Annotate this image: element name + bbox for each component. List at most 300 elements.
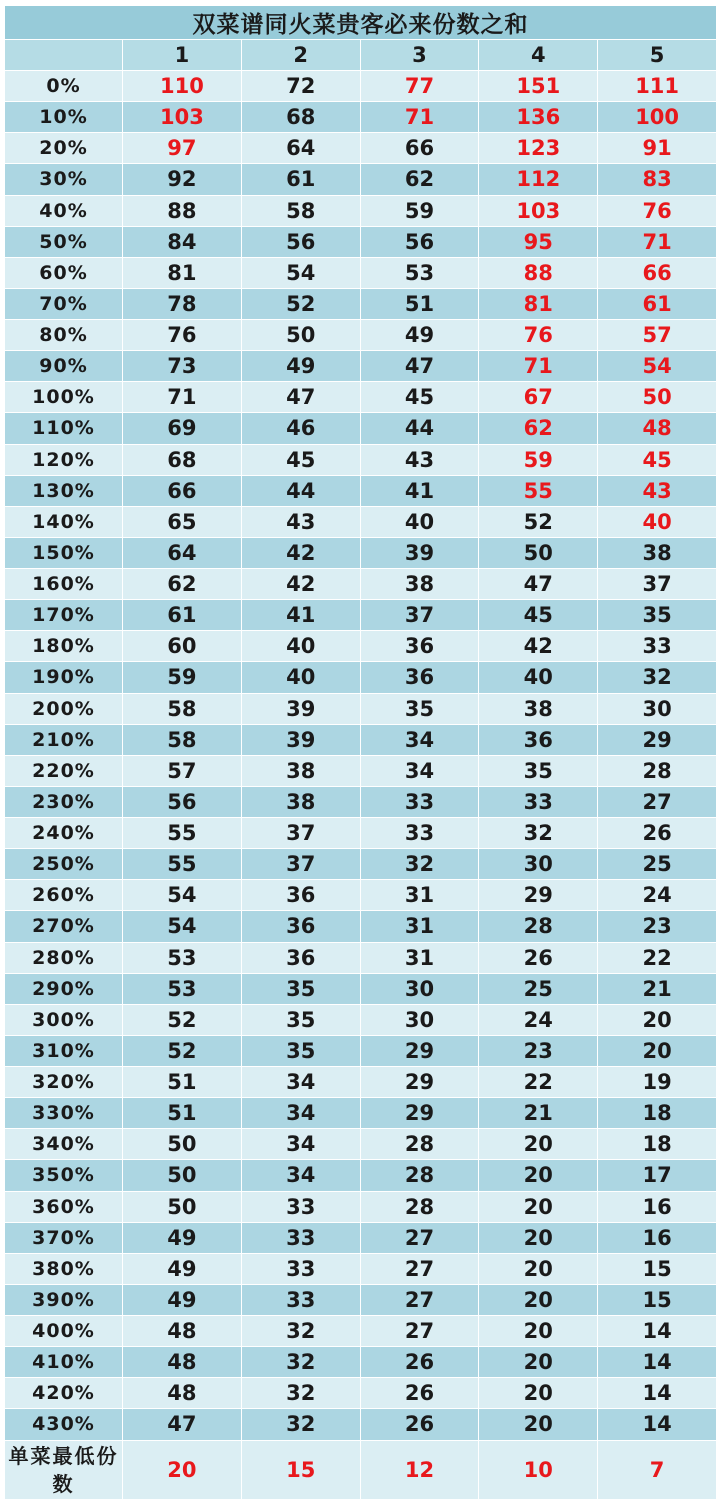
table-cell: 32 — [241, 1316, 360, 1347]
table-cell: 24 — [479, 1004, 598, 1035]
table-cell: 67 — [479, 382, 598, 413]
table-cell: 92 — [123, 164, 242, 195]
table-cell: 39 — [241, 693, 360, 724]
table-row — [5, 506, 717, 537]
table-cell: 32 — [241, 1378, 360, 1409]
table-cell: 19 — [598, 1067, 717, 1098]
table-cell: 26 — [360, 1347, 479, 1378]
table-row — [5, 1316, 717, 1347]
table-cell: 30 — [479, 849, 598, 880]
table-cell: 39 — [360, 537, 479, 568]
table-cell: 50 — [123, 1191, 242, 1222]
table-cell: 51 — [360, 288, 479, 319]
table-cell: 27 — [360, 1284, 479, 1315]
table-cell: 78 — [123, 288, 242, 319]
footer-cell: 12 — [360, 1440, 479, 1499]
table-cell: 36 — [241, 880, 360, 911]
table-cell: 58 — [123, 693, 242, 724]
table-cell: 45 — [598, 444, 717, 475]
table-cell: 26 — [479, 942, 598, 973]
table-cell: 38 — [598, 537, 717, 568]
table-cell: 29 — [479, 880, 598, 911]
row-label: 50% — [5, 226, 123, 257]
table-cell: 35 — [360, 693, 479, 724]
table-row — [5, 475, 717, 506]
table-cell: 21 — [598, 973, 717, 1004]
table-cell: 76 — [123, 320, 242, 351]
footer-cell: 20 — [123, 1440, 242, 1499]
table-cell: 42 — [479, 631, 598, 662]
table-cell: 28 — [598, 755, 717, 786]
row-label: 190% — [5, 662, 123, 693]
table-cell: 45 — [479, 600, 598, 631]
table-cell: 21 — [479, 1098, 598, 1129]
row-label: 420% — [5, 1378, 123, 1409]
table-row — [5, 164, 717, 195]
table-cell: 20 — [479, 1222, 598, 1253]
table-cell: 47 — [479, 569, 598, 600]
table-row — [5, 102, 717, 133]
table-cell: 60 — [123, 631, 242, 662]
table-row — [5, 1035, 717, 1066]
row-label: 340% — [5, 1129, 123, 1160]
table-cell: 42 — [241, 537, 360, 568]
table-cell: 20 — [598, 1035, 717, 1066]
row-label: 380% — [5, 1253, 123, 1284]
row-label: 300% — [5, 1004, 123, 1035]
table-cell: 95 — [479, 226, 598, 257]
table-cell: 26 — [360, 1409, 479, 1440]
row-label: 180% — [5, 631, 123, 662]
footer-cell: 7 — [598, 1440, 717, 1499]
table-cell: 71 — [123, 382, 242, 413]
table-cell: 83 — [598, 164, 717, 195]
row-label: 170% — [5, 600, 123, 631]
table-cell: 88 — [479, 257, 598, 288]
table-cell: 27 — [360, 1316, 479, 1347]
row-label: 290% — [5, 973, 123, 1004]
table-cell: 72 — [241, 71, 360, 102]
table-cell: 52 — [123, 1004, 242, 1035]
row-label: 10% — [5, 102, 123, 133]
table-cell: 61 — [598, 288, 717, 319]
table-row — [5, 600, 717, 631]
table-cell: 50 — [241, 320, 360, 351]
table-cell: 34 — [241, 1067, 360, 1098]
table-cell: 48 — [123, 1347, 242, 1378]
table-cell: 46 — [241, 413, 360, 444]
table-cell: 97 — [123, 133, 242, 164]
table-cell: 40 — [241, 631, 360, 662]
row-label: 280% — [5, 942, 123, 973]
table-cell: 52 — [241, 288, 360, 319]
table-cell: 22 — [479, 1067, 598, 1098]
table-cell: 33 — [241, 1253, 360, 1284]
row-label: 20% — [5, 133, 123, 164]
table-row — [5, 133, 717, 164]
table-cell: 20 — [479, 1253, 598, 1284]
table-cell: 43 — [241, 506, 360, 537]
row-label: 240% — [5, 818, 123, 849]
table-cell: 36 — [241, 942, 360, 973]
table-cell: 33 — [479, 786, 598, 817]
table-cell: 45 — [241, 444, 360, 475]
table-cell: 52 — [479, 506, 598, 537]
table-cell: 51 — [123, 1098, 242, 1129]
table-cell: 55 — [123, 818, 242, 849]
table-cell: 34 — [241, 1129, 360, 1160]
table-cell: 36 — [360, 662, 479, 693]
row-label: 390% — [5, 1284, 123, 1315]
table-cell: 71 — [598, 226, 717, 257]
table-row — [5, 195, 717, 226]
table-cell: 28 — [479, 911, 598, 942]
table-cell: 51 — [123, 1067, 242, 1098]
table-cell: 27 — [598, 786, 717, 817]
table-cell: 71 — [360, 102, 479, 133]
table-cell: 103 — [123, 102, 242, 133]
table-cell: 50 — [598, 382, 717, 413]
table-cell: 33 — [241, 1222, 360, 1253]
table-cell: 54 — [123, 911, 242, 942]
table-cell: 110 — [123, 71, 242, 102]
row-label: 360% — [5, 1191, 123, 1222]
table-cell: 31 — [360, 911, 479, 942]
table-cell: 47 — [241, 382, 360, 413]
table-cell: 76 — [479, 320, 598, 351]
table-cell: 37 — [241, 849, 360, 880]
table-cell: 27 — [360, 1222, 479, 1253]
table-row — [5, 1129, 717, 1160]
table-cell: 14 — [598, 1378, 717, 1409]
table-row — [5, 569, 717, 600]
column-header: 4 — [479, 40, 598, 71]
portions-table — [4, 5, 717, 1500]
row-label: 100% — [5, 382, 123, 413]
table-row — [5, 257, 717, 288]
row-label: 400% — [5, 1316, 123, 1347]
table-row — [5, 1253, 717, 1284]
table-cell: 14 — [598, 1409, 717, 1440]
table-cell: 30 — [360, 1004, 479, 1035]
table-cell: 20 — [479, 1316, 598, 1347]
table-cell: 62 — [479, 413, 598, 444]
table-row — [5, 942, 717, 973]
table-cell: 16 — [598, 1191, 717, 1222]
table-cell: 14 — [598, 1316, 717, 1347]
table-row — [5, 288, 717, 319]
table-body — [5, 71, 717, 1441]
table-cell: 49 — [123, 1253, 242, 1284]
table-title: 双菜谱同火菜贵客必来份数之和 — [5, 6, 717, 40]
table-cell: 42 — [241, 569, 360, 600]
row-label: 250% — [5, 849, 123, 880]
table-row — [5, 1191, 717, 1222]
table-row — [5, 1222, 717, 1253]
table-cell: 38 — [360, 569, 479, 600]
table-cell: 35 — [241, 1035, 360, 1066]
table-cell: 15 — [598, 1253, 717, 1284]
table-row — [5, 413, 717, 444]
table-row — [5, 973, 717, 1004]
table-cell: 56 — [241, 226, 360, 257]
table-cell: 32 — [360, 849, 479, 880]
table-cell: 38 — [241, 755, 360, 786]
table-cell: 18 — [598, 1129, 717, 1160]
table-cell: 20 — [598, 1004, 717, 1035]
row-label: 120% — [5, 444, 123, 475]
table-cell: 49 — [241, 351, 360, 382]
table-cell: 66 — [123, 475, 242, 506]
table-cell: 68 — [241, 102, 360, 133]
column-header-row — [5, 40, 717, 71]
table-cell: 55 — [123, 849, 242, 880]
table-row — [5, 818, 717, 849]
table-cell: 33 — [241, 1284, 360, 1315]
table-cell: 25 — [479, 973, 598, 1004]
table-cell: 64 — [241, 133, 360, 164]
table-cell: 43 — [360, 444, 479, 475]
table-cell: 50 — [123, 1160, 242, 1191]
table-cell: 66 — [598, 257, 717, 288]
row-label: 310% — [5, 1035, 123, 1066]
row-label: 0% — [5, 71, 123, 102]
row-label: 140% — [5, 506, 123, 537]
table-cell: 49 — [360, 320, 479, 351]
table-cell: 57 — [123, 755, 242, 786]
table-cell: 17 — [598, 1160, 717, 1191]
table-row — [5, 631, 717, 662]
table-cell: 20 — [479, 1378, 598, 1409]
table-cell: 16 — [598, 1222, 717, 1253]
table-cell: 48 — [123, 1378, 242, 1409]
table-row — [5, 351, 717, 382]
table-cell: 100 — [598, 102, 717, 133]
table-cell: 32 — [241, 1347, 360, 1378]
table-cell: 41 — [360, 475, 479, 506]
table-cell: 69 — [123, 413, 242, 444]
table-row — [5, 880, 717, 911]
table-cell: 44 — [241, 475, 360, 506]
table-cell: 41 — [241, 600, 360, 631]
table-cell: 47 — [360, 351, 479, 382]
table-cell: 28 — [360, 1160, 479, 1191]
table-cell: 31 — [360, 942, 479, 973]
table-cell: 64 — [123, 537, 242, 568]
row-label: 370% — [5, 1222, 123, 1253]
table-cell: 23 — [598, 911, 717, 942]
table-cell: 49 — [123, 1222, 242, 1253]
table-row — [5, 849, 717, 880]
table-cell: 38 — [479, 693, 598, 724]
table-cell: 29 — [360, 1067, 479, 1098]
table-cell: 62 — [360, 164, 479, 195]
table-cell: 123 — [479, 133, 598, 164]
table-row — [5, 226, 717, 257]
table-row — [5, 1284, 717, 1315]
table-cell: 20 — [479, 1129, 598, 1160]
row-label: 350% — [5, 1160, 123, 1191]
row-label: 70% — [5, 288, 123, 319]
table-cell: 55 — [479, 475, 598, 506]
table-cell: 111 — [598, 71, 717, 102]
table-cell: 53 — [360, 257, 479, 288]
column-header: 3 — [360, 40, 479, 71]
table-cell: 33 — [360, 818, 479, 849]
table-row — [5, 724, 717, 755]
table-cell: 36 — [479, 724, 598, 755]
table-cell: 39 — [241, 724, 360, 755]
table-cell: 88 — [123, 195, 242, 226]
table-cell: 54 — [598, 351, 717, 382]
row-label: 200% — [5, 693, 123, 724]
table-cell: 35 — [241, 1004, 360, 1035]
table-cell: 35 — [479, 755, 598, 786]
table-cell: 26 — [598, 818, 717, 849]
table-row — [5, 444, 717, 475]
table-cell: 77 — [360, 71, 479, 102]
table-cell: 20 — [479, 1409, 598, 1440]
row-label: 60% — [5, 257, 123, 288]
row-label: 260% — [5, 880, 123, 911]
column-header: 2 — [241, 40, 360, 71]
footer-cell: 15 — [241, 1440, 360, 1499]
corner-cell — [5, 40, 123, 71]
table-cell: 61 — [123, 600, 242, 631]
row-label: 130% — [5, 475, 123, 506]
row-label: 430% — [5, 1409, 123, 1440]
row-label: 110% — [5, 413, 123, 444]
table-cell: 36 — [360, 631, 479, 662]
row-label: 160% — [5, 569, 123, 600]
table-cell: 14 — [598, 1347, 717, 1378]
table-cell: 32 — [479, 818, 598, 849]
table-cell: 49 — [123, 1284, 242, 1315]
table-cell: 34 — [360, 724, 479, 755]
table-cell: 56 — [123, 786, 242, 817]
table-row — [5, 662, 717, 693]
table-cell: 43 — [598, 475, 717, 506]
table-row — [5, 1378, 717, 1409]
table-row — [5, 1160, 717, 1191]
row-label: 40% — [5, 195, 123, 226]
footer-label: 单菜最低份数 — [5, 1440, 123, 1499]
table-cell: 32 — [241, 1409, 360, 1440]
table-cell: 73 — [123, 351, 242, 382]
row-label: 30% — [5, 164, 123, 195]
table-cell: 30 — [598, 693, 717, 724]
table-row — [5, 786, 717, 817]
table-cell: 22 — [598, 942, 717, 973]
row-label: 230% — [5, 786, 123, 817]
table-cell: 37 — [241, 818, 360, 849]
table-cell: 20 — [479, 1284, 598, 1315]
table-cell: 56 — [360, 226, 479, 257]
table-cell: 54 — [241, 257, 360, 288]
table-cell: 37 — [360, 600, 479, 631]
table-cell: 52 — [123, 1035, 242, 1066]
row-label: 80% — [5, 320, 123, 351]
table-cell: 68 — [123, 444, 242, 475]
row-label: 210% — [5, 724, 123, 755]
table-cell: 33 — [598, 631, 717, 662]
table-cell: 40 — [241, 662, 360, 693]
table-cell: 112 — [479, 164, 598, 195]
row-label: 320% — [5, 1067, 123, 1098]
table-cell: 81 — [479, 288, 598, 319]
table-cell: 50 — [123, 1129, 242, 1160]
table-row — [5, 693, 717, 724]
table-cell: 59 — [360, 195, 479, 226]
table-cell: 20 — [479, 1191, 598, 1222]
table-row — [5, 71, 717, 102]
row-label: 220% — [5, 755, 123, 786]
table-row — [5, 1347, 717, 1378]
table-cell: 48 — [598, 413, 717, 444]
table-row — [5, 320, 717, 351]
table-cell: 50 — [479, 537, 598, 568]
column-header: 1 — [123, 40, 242, 71]
table-cell: 61 — [241, 164, 360, 195]
row-label: 330% — [5, 1098, 123, 1129]
table-row — [5, 1409, 717, 1440]
table-cell: 47 — [123, 1409, 242, 1440]
table-cell: 84 — [123, 226, 242, 257]
table-cell: 26 — [360, 1378, 479, 1409]
table-cell: 58 — [123, 724, 242, 755]
column-header: 5 — [598, 40, 717, 71]
table-cell: 24 — [598, 880, 717, 911]
table-row — [5, 537, 717, 568]
table-row — [5, 1098, 717, 1129]
table-cell: 28 — [360, 1129, 479, 1160]
table-row — [5, 911, 717, 942]
table-cell: 30 — [360, 973, 479, 1004]
table-cell: 59 — [123, 662, 242, 693]
table-cell: 40 — [360, 506, 479, 537]
table-cell: 136 — [479, 102, 598, 133]
table-row — [5, 1004, 717, 1035]
table-cell: 35 — [598, 600, 717, 631]
table-cell: 38 — [241, 786, 360, 817]
table-cell: 53 — [123, 973, 242, 1004]
row-label: 90% — [5, 351, 123, 382]
table-cell: 33 — [241, 1191, 360, 1222]
table-cell: 66 — [360, 133, 479, 164]
table-cell: 18 — [598, 1098, 717, 1129]
table-cell: 36 — [241, 911, 360, 942]
table-cell: 28 — [360, 1191, 479, 1222]
table-row — [5, 382, 717, 413]
table-cell: 103 — [479, 195, 598, 226]
table-cell: 29 — [598, 724, 717, 755]
table-cell: 57 — [598, 320, 717, 351]
table-cell: 62 — [123, 569, 242, 600]
table-cell: 44 — [360, 413, 479, 444]
table-cell: 91 — [598, 133, 717, 164]
table-cell: 35 — [241, 973, 360, 1004]
table-cell: 20 — [479, 1160, 598, 1191]
table-cell: 34 — [241, 1160, 360, 1191]
table-cell: 81 — [123, 257, 242, 288]
table-cell: 32 — [598, 662, 717, 693]
table-cell: 40 — [479, 662, 598, 693]
table-cell: 58 — [241, 195, 360, 226]
table-cell: 27 — [360, 1253, 479, 1284]
table-cell: 151 — [479, 71, 598, 102]
table-cell: 45 — [360, 382, 479, 413]
table-cell: 54 — [123, 880, 242, 911]
